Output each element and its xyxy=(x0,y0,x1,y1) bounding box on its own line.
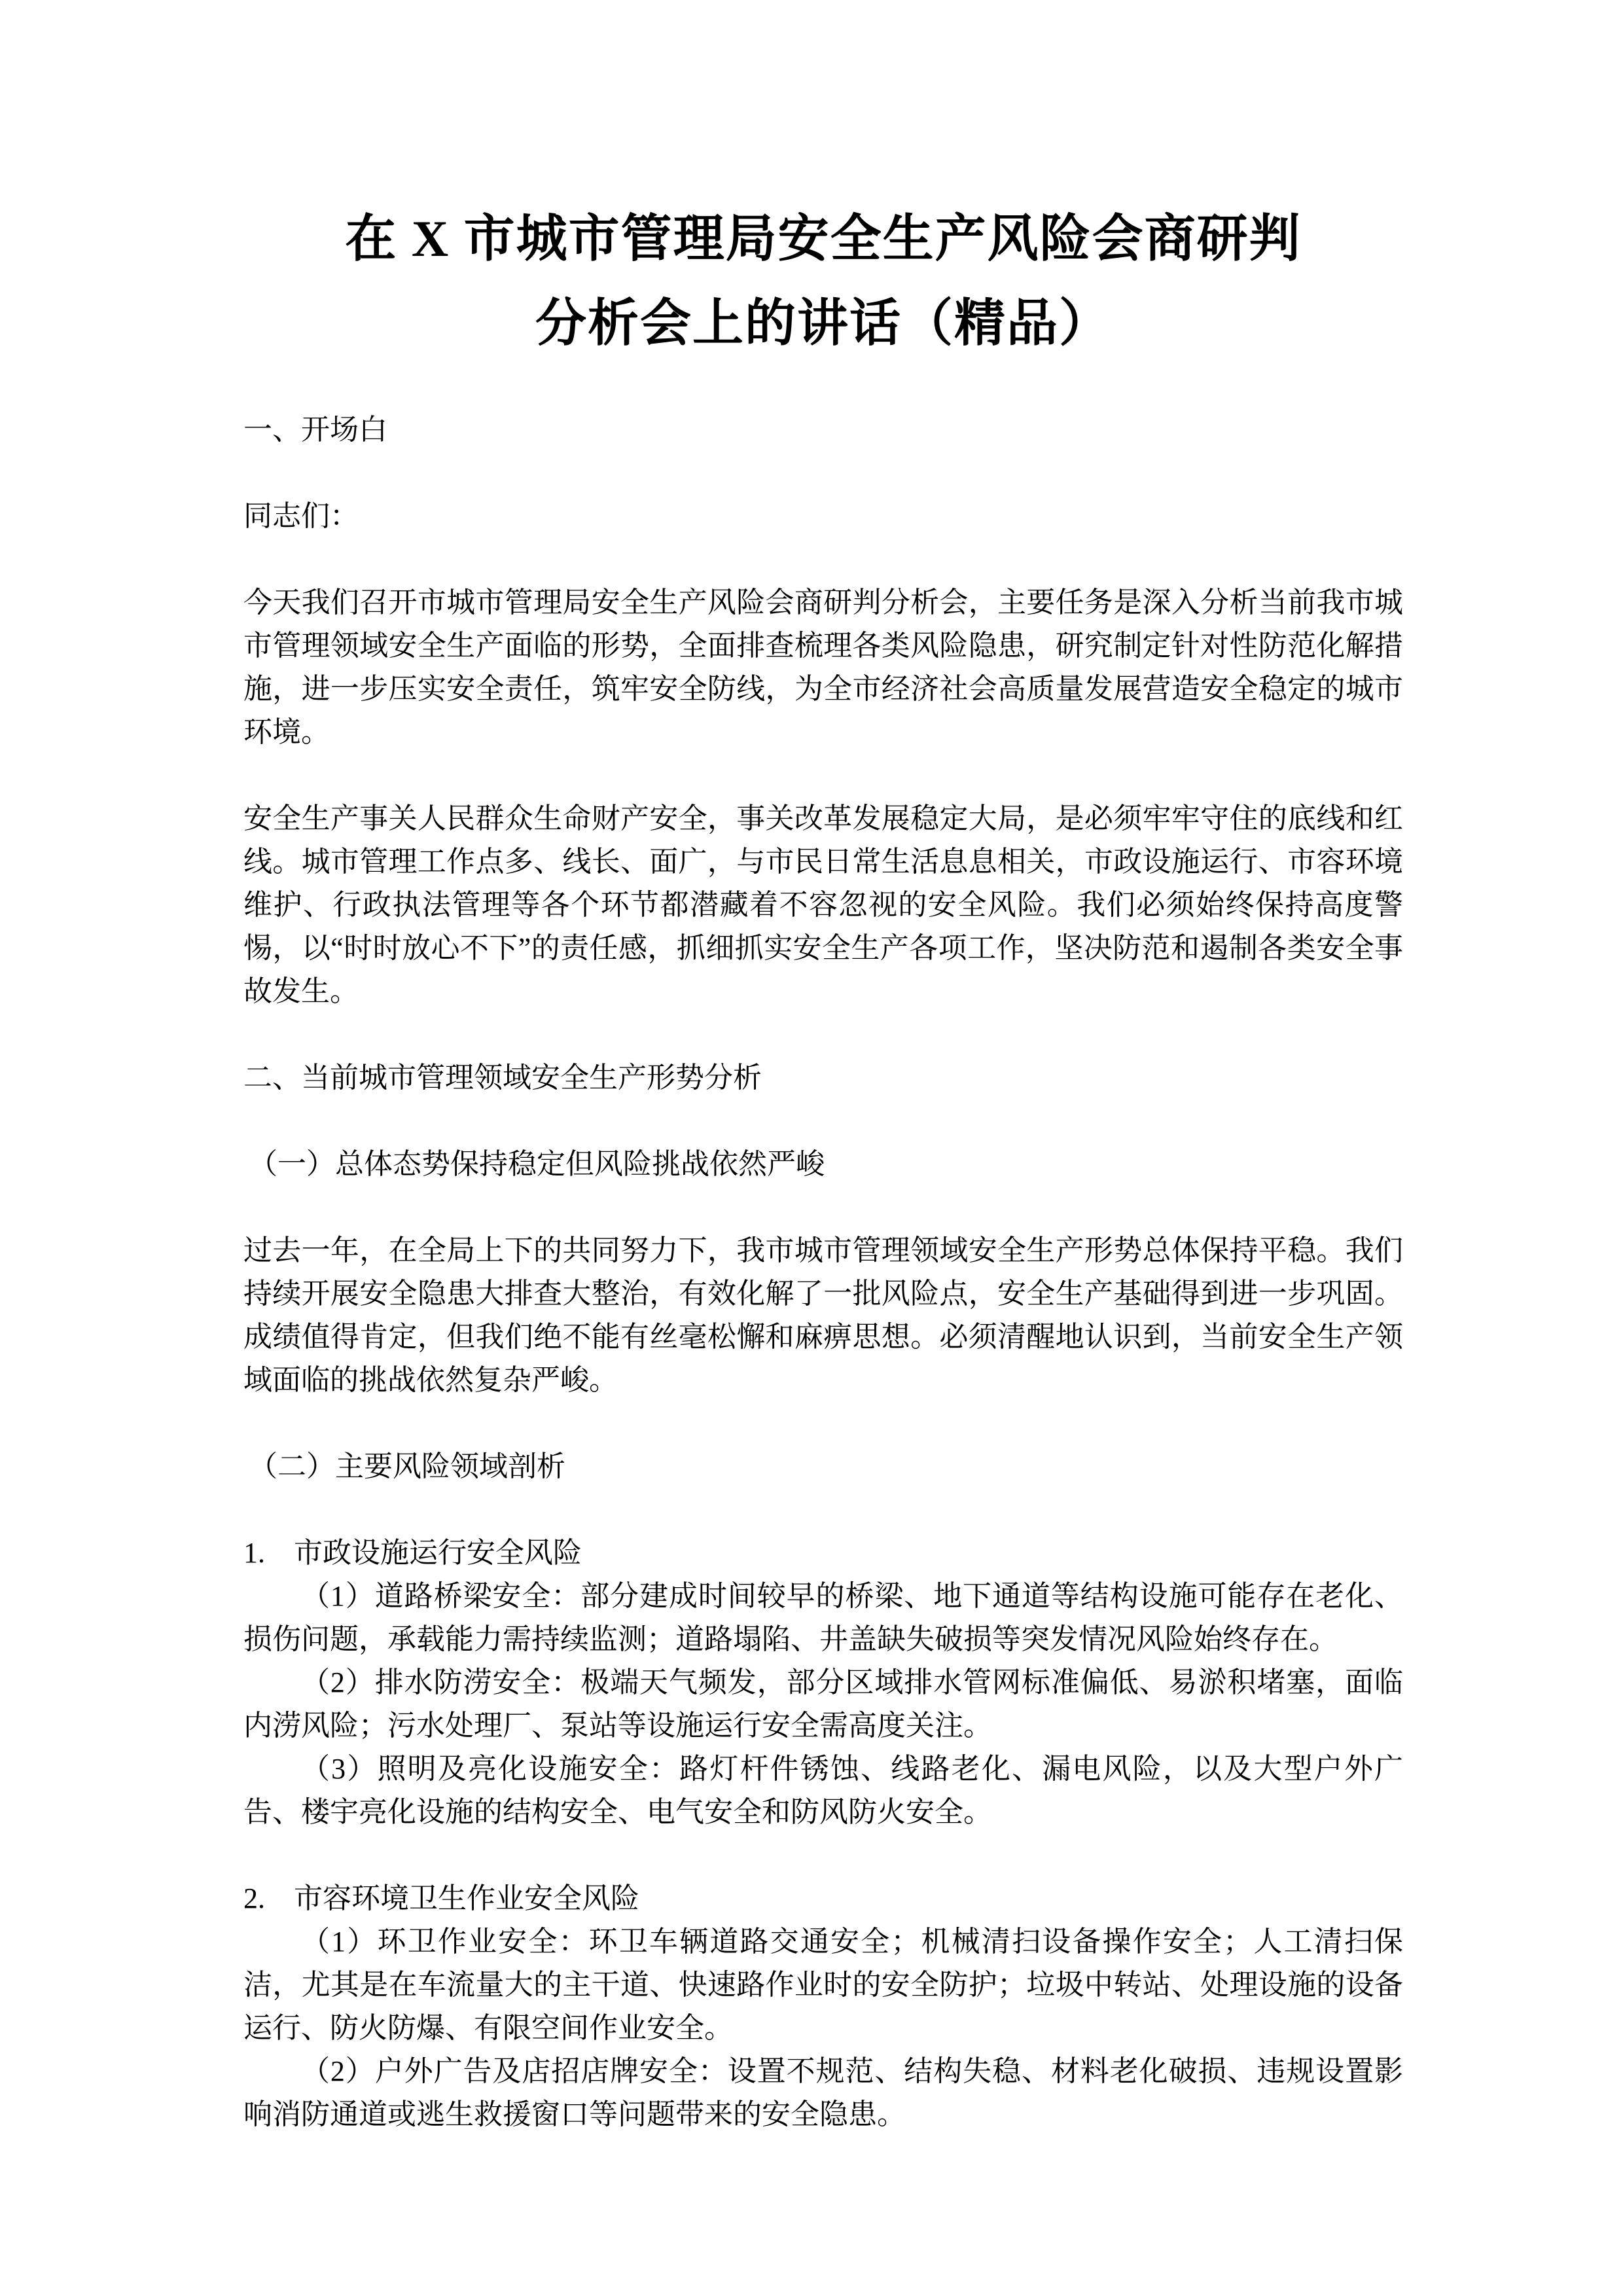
list-item-sanitation xyxy=(243,1877,1403,1920)
para-meeting-purpose: 今天我们召开市城市管理局安全生产风险会商研判分析会，主要任务是深入分析当前我市城市管理领域安全生产面临的形势，全面排查梳理各类风险隐患，研究制定针对性防范化解措施，进一步压实安全责任，筑牢安全防线，为全市经济社会高质量发展营造安全稳定的城市环境。 xyxy=(243,586,1403,748)
subheading-overall-situation: （一）总体态势保持稳定但风险挑战依然严峻 xyxy=(249,1148,825,1180)
heading-situation-analysis: 二、当前城市管理领域安全生产形势分析 xyxy=(243,1062,762,1094)
document-title xyxy=(243,196,1403,365)
sub-item-lighting: （3）照明及亮化设施安全：路灯杆件锈蚀、线路老化、漏电风险，以及大型户外广告、楼宇亮化设施的结构安全、电气安全和防风防火安全。 xyxy=(243,1753,1403,1828)
document-title-line2: 分析会上的讲话（精品） xyxy=(535,295,1111,351)
list-number-2: 2. xyxy=(243,1882,265,1914)
list-item-municipal-facilities xyxy=(243,1532,1403,1575)
list-item-municipal-facilities-label: 市政设施运行安全风险 xyxy=(294,1537,582,1569)
para-safety-importance: 安全生产事关人民群众生命财产安全，事关改革发展稳定大局，是必须牢牢守住的底线和红线。城市管理工作点多、线长、面广，与市民日常生活息息相关，市政设施运行、市容环境维护、行政执法管理等各个环节都潜藏着不容忽视的安全风险。我们必须始终保持高度警惕，以“时时放心不下”的责任感，抓细抓实安全生产各项工作，坚决防范和遏制各类安全事故发生。 xyxy=(243,802,1403,1007)
list-item-sanitation-label: 市容环境卫生作业安全风险 xyxy=(294,1882,639,1914)
sub-item-drainage: （2）排水防涝安全：极端天气频发，部分区域排水管网标准偏低、易淤积堵塞，面临内涝风险；污水处理厂、泵站等设施运行安全需高度关注。 xyxy=(243,1666,1403,1742)
para-past-year-review: 过去一年，在全局上下的共同努力下，我市城市管理领域安全生产形势总体保持平稳。我们持续开展安全隐患大排查大整治，有效化解了一批风险点，安全生产基础得到进一步巩固。成绩值得肯定，但我们绝不能有丝毫松懈和麻痹思想。必须清醒地认识到，当前安全生产领域面临的挑战依然复杂严峻。 xyxy=(243,1234,1403,1396)
document-title-line1: 在 X 市城市管理局安全生产风险会商研判 xyxy=(345,210,1302,267)
para-salutation: 同志们： xyxy=(243,500,359,532)
subheading-risk-areas: （二）主要风险领域剖析 xyxy=(249,1450,565,1482)
sub-item-sanitation-operations: （1）环卫作业安全：环卫车辆道路交通安全；机械清扫设备操作安全；人工清扫保洁，尤其是在车流量大的主干道、快速路作业时的安全防护；垃圾中转站、处理设施的设备运行、防火防爆、有限空间作业安全。 xyxy=(243,1926,1403,2044)
list-number-1: 1. xyxy=(243,1537,265,1569)
heading-opening: 一、开场白 xyxy=(243,414,387,446)
sub-item-outdoor-ads: （2）户外广告及店招店牌安全：设置不规范、结构失稳、材料老化破损、违规设置影响消防通道或逃生救援窗口等问题带来的安全隐患。 xyxy=(243,2055,1403,2130)
sub-item-road-bridge: （1）道路桥梁安全：部分建成时间较早的桥梁、地下通道等结构设施可能存在老化、损伤问题，承载能力需持续监测；道路塌陷、井盖缺失破损等突发情况风险始终存在。 xyxy=(243,1580,1403,1655)
